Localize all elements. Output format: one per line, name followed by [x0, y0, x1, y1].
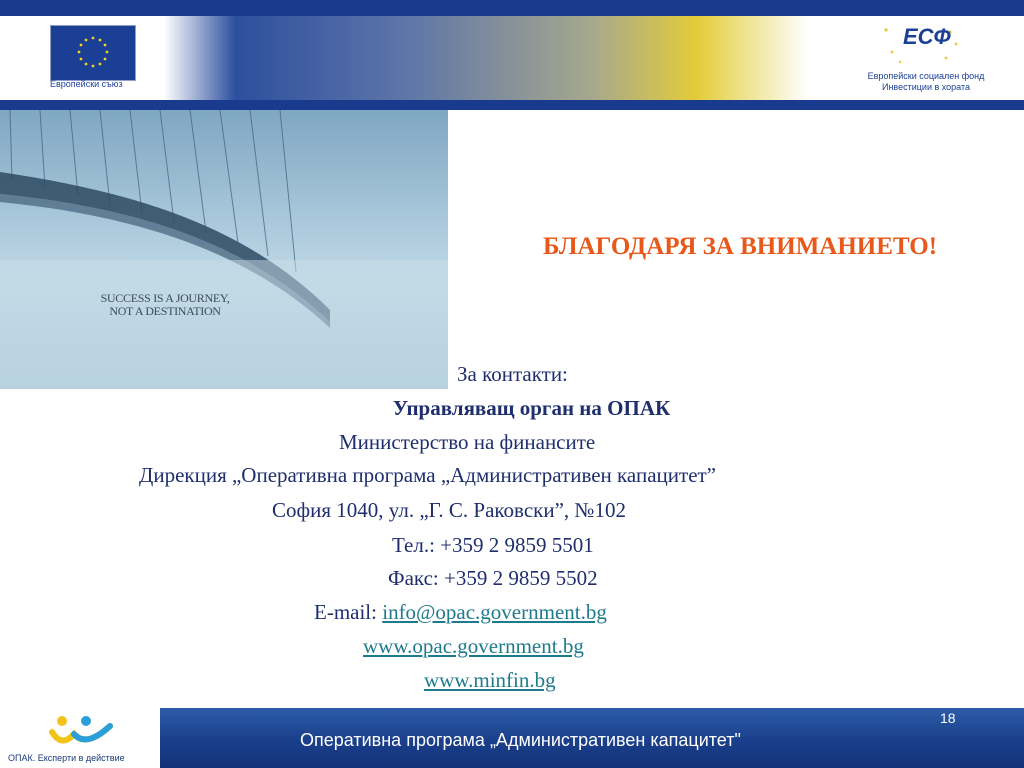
program-title: Оперативна програма „Административен капацитет"	[300, 730, 741, 750]
contacts-heading: За контакти:	[457, 362, 568, 386]
website-row-minfin	[424, 668, 556, 693]
esf-caption-line1: Европейски социален фонд	[867, 71, 985, 81]
eu-caption: Европейски съюз	[50, 79, 123, 89]
footer-bar	[0, 708, 1024, 768]
fax-number: Факс: +359 2 9859 5502	[388, 566, 598, 590]
page-number: 18	[940, 710, 956, 726]
ministry-name: Министерство на финансите	[339, 430, 596, 454]
postal-address: София 1040, ул. „Г. С. Раковски”, №102	[272, 498, 626, 522]
thanks-title: БЛАГОДАРЯ ЗА ВНИМАНИЕТО!	[542, 233, 938, 260]
esf-logo-text: ЕСФ	[903, 24, 951, 49]
header-banner	[0, 0, 1024, 110]
header-top-strip	[0, 0, 1024, 16]
email-row	[314, 600, 607, 625]
opac-website-link[interactable]: www.opac.government.bg	[363, 634, 584, 658]
header-bottom-strip	[0, 100, 1024, 110]
esf-caption	[856, 71, 996, 93]
eu-flag-icon	[50, 25, 136, 81]
email-link[interactable]: info@opac.government.bg	[382, 600, 607, 624]
opak-logo	[0, 708, 160, 768]
esf-caption-line2: Инвестиции в хората	[881, 82, 970, 92]
minfin-website-link[interactable]: www.minfin.bg	[424, 668, 556, 692]
directorate-name: Дирекция „Оперативна програма „Административен капацитет”	[139, 463, 717, 487]
bridge-illustration	[0, 110, 448, 389]
photo-slogan-line1: SUCCESS IS A JOURNEY,	[100, 291, 230, 305]
phone-number: Тел.: +359 2 9859 5501	[392, 533, 594, 557]
bridge-photo	[0, 110, 448, 389]
email-label: E-mail:	[314, 600, 383, 624]
opak-logo-caption: ОПАК. Експерти в действие	[8, 753, 125, 763]
photo-slogan-line2: NOT A DESTINATION	[109, 304, 221, 318]
website-row-opac	[363, 634, 584, 659]
managing-authority: Управляващ орган на ОПАК	[392, 396, 671, 420]
opak-logo-icon	[48, 712, 118, 752]
photo-slogan	[90, 292, 240, 318]
